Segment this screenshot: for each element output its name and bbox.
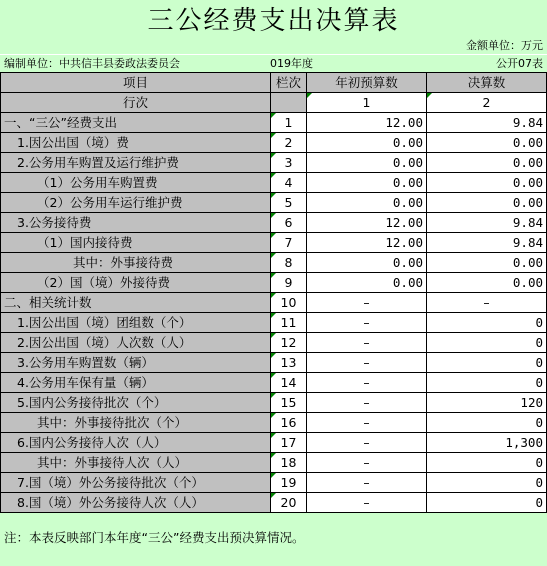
row-lan[interactable]: 8 [271,253,307,273]
row-item[interactable]: 一、“三公”经费支出 [1,113,271,133]
row-final[interactable]: 9.84 [427,233,547,253]
row-budget[interactable]: – [307,373,427,393]
row-lan[interactable]: 17 [271,433,307,453]
row-budget[interactable]: – [307,293,427,313]
row-final[interactable]: 0 [427,473,547,493]
row-item[interactable]: 1.因公出国（境）团组数（个） [1,313,271,333]
table-row [1,333,547,353]
table-subheader-row [1,93,547,113]
header-budget[interactable]: 年初预算数 [307,73,427,93]
row-final[interactable]: 9.84 [427,113,547,133]
row-item[interactable]: 其中：外事接待人次（人） [1,453,271,473]
subheader-final[interactable]: 2 [427,93,547,113]
row-lan[interactable]: 16 [271,413,307,433]
row-budget[interactable]: 0.00 [307,133,427,153]
row-item[interactable]: 3.公务用车购置数（辆） [1,353,271,373]
table-row [1,293,547,313]
row-item[interactable]: 4.公务用车保有量（辆） [1,373,271,393]
row-item[interactable]: 其中：外事接待费 [1,253,271,273]
row-final[interactable]: 0 [427,413,547,433]
row-final[interactable]: 0 [427,353,547,373]
table-row [1,133,547,153]
row-item[interactable]: 其中：外事接待批次（个） [1,413,271,433]
header-final[interactable]: 决算数 [427,73,547,93]
row-final[interactable]: 0 [427,313,547,333]
header-item[interactable]: 项目 [1,73,271,93]
subheader-item[interactable]: 行次 [1,93,271,113]
table-row [1,453,547,473]
table-row [1,413,547,433]
row-budget[interactable]: 12.00 [307,233,427,253]
row-lan[interactable]: 13 [271,353,307,373]
page-title: 三公经费支出决算表 [147,6,400,36]
row-lan[interactable]: 1 [271,113,307,133]
row-lan[interactable]: 2 [271,133,307,153]
row-budget[interactable]: 0.00 [307,193,427,213]
row-budget[interactable]: 0.00 [307,173,427,193]
row-item[interactable]: 3.公务接待费 [1,213,271,233]
row-final[interactable]: 0.00 [427,193,547,213]
row-item[interactable]: （1）国内接待费 [1,233,271,253]
row-lan[interactable]: 3 [271,153,307,173]
row-final[interactable]: 0.00 [427,153,547,173]
row-final[interactable]: 1,300 [427,433,547,453]
footnote: 注：本表反映部门本年度“三公”经费支出预决算情况。 [4,530,305,545]
row-budget[interactable]: – [307,453,427,473]
row-lan[interactable]: 19 [271,473,307,493]
row-item[interactable]: 5.国内公务接待批次（个） [1,393,271,413]
table-row [1,193,547,213]
row-lan[interactable]: 20 [271,493,307,513]
subheader-budget[interactable]: 1 [307,93,427,113]
row-budget[interactable]: – [307,413,427,433]
row-lan[interactable]: 14 [271,373,307,393]
table-row [1,353,547,373]
row-item[interactable]: 二、相关统计数 [1,293,271,313]
row-item[interactable]: 8.国（境）外公务接待人次（人） [1,493,271,513]
table-row [1,393,547,413]
row-final[interactable]: 120 [427,393,547,413]
table-header-row [1,73,547,93]
row-budget[interactable]: 0.00 [307,273,427,293]
subheader-lan[interactable] [271,93,307,113]
row-budget[interactable]: – [307,433,427,453]
table-row [1,473,547,493]
table-row [1,253,547,273]
row-lan[interactable]: 5 [271,193,307,213]
table-row [1,433,547,453]
table-row [1,273,547,293]
org-info-row [0,54,547,73]
table-row [1,213,547,233]
row-item[interactable]: 2.因公出国（境）人次数（人） [1,333,271,353]
row-final[interactable]: 0.00 [427,173,547,193]
row-lan[interactable]: 12 [271,333,307,353]
row-lan[interactable]: 18 [271,453,307,473]
row-budget[interactable]: – [307,353,427,373]
row-item[interactable]: 2.公务用车购置及运行维护费 [1,153,271,173]
table-row [1,373,547,393]
row-lan[interactable]: 4 [271,173,307,193]
row-item[interactable]: （2）国（境）外接待费 [1,273,271,293]
amount-unit-label: 金额单位：万元 [466,39,543,52]
row-budget[interactable]: – [307,473,427,493]
table-row [1,113,547,133]
row-final[interactable]: 0 [427,453,547,473]
row-final[interactable]: 0 [427,493,547,513]
row-lan[interactable]: 6 [271,213,307,233]
row-budget[interactable]: – [307,313,427,333]
row-budget[interactable]: 0.00 [307,253,427,273]
row-item[interactable]: （1）公务用车购置费 [1,173,271,193]
row-item[interactable]: 7.国（境）外公务接待批次（个） [1,473,271,493]
table-row [1,153,547,173]
row-budget[interactable]: – [307,333,427,353]
row-final[interactable]: 0.00 [427,133,547,153]
table-number-label: 公开07表 [496,57,543,70]
row-budget[interactable]: 12.00 [307,113,427,133]
row-final[interactable]: 0 [427,373,547,393]
row-final[interactable]: 9.84 [427,213,547,233]
row-lan[interactable]: 11 [271,313,307,333]
row-lan[interactable]: 10 [271,293,307,313]
row-budget[interactable]: 0.00 [307,153,427,173]
row-final[interactable]: 0.00 [427,273,547,293]
org-label: 编制单位：中共信丰县委政法委员会 [4,57,180,70]
row-lan[interactable]: 15 [271,393,307,413]
row-item[interactable]: （2）公务用车运行维护费 [1,193,271,213]
header-lan[interactable]: 栏次 [271,73,307,93]
table-row [1,233,547,253]
row-item[interactable]: 1.因公出国（境）费 [1,133,271,153]
row-item[interactable]: 6.国内公务接待人次（人） [1,433,271,453]
year-label: 019年度 [270,57,313,70]
row-lan[interactable]: 9 [271,273,307,293]
row-final[interactable]: 0.00 [427,253,547,273]
table-row [1,173,547,193]
row-lan[interactable]: 7 [271,233,307,253]
row-budget[interactable]: – [307,393,427,413]
table-row [1,313,547,333]
row-final[interactable]: – [427,293,547,313]
row-budget[interactable]: 12.00 [307,213,427,233]
expense-table [0,72,547,513]
row-budget[interactable]: – [307,493,427,513]
row-final[interactable]: 0 [427,333,547,353]
